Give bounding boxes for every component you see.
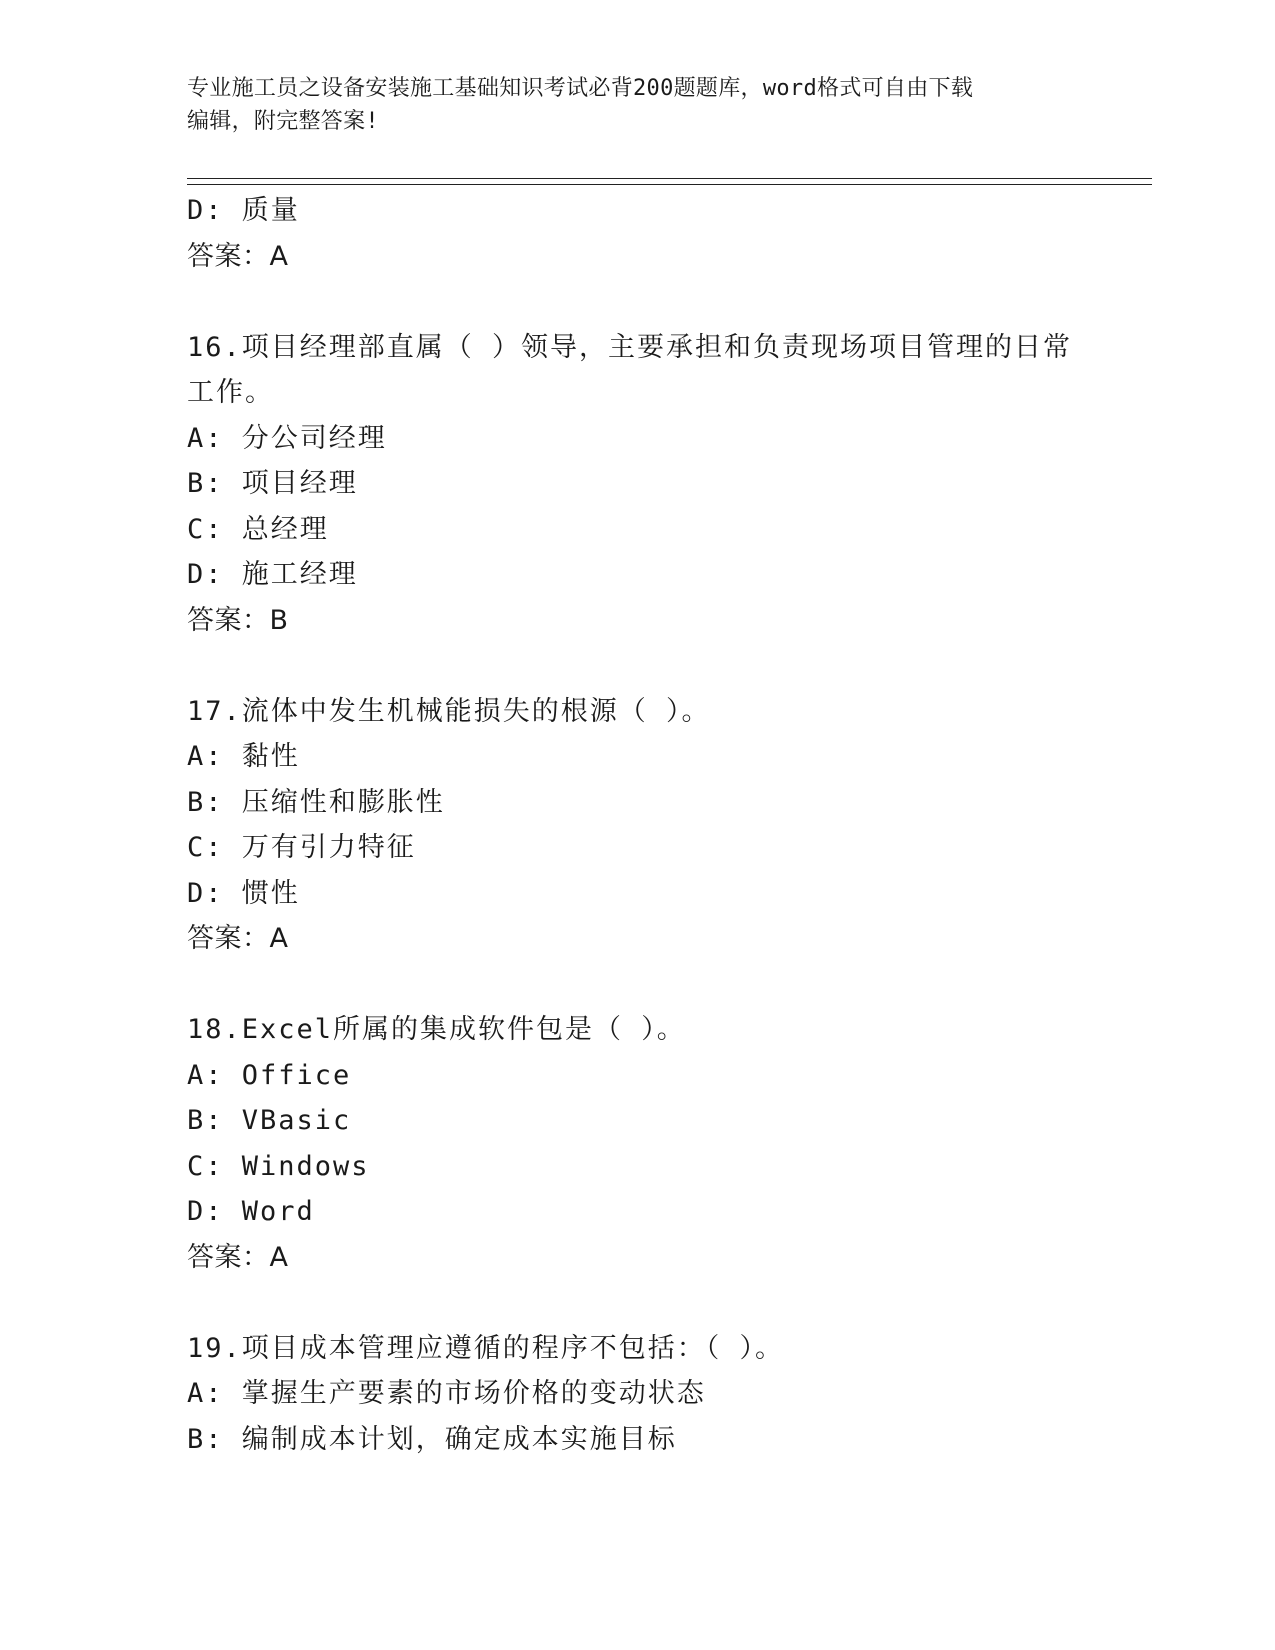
option-b: B: 压缩性和膨胀性: [187, 786, 445, 818]
question-text: 19.项目成本管理应遵循的程序不包括：（ ）。: [187, 1332, 785, 1364]
question-text: 16.项目经理部直属（ ）领导，主要承担和负责现场项目管理的日常: [187, 331, 1073, 363]
option-c: C: 万有引力特征: [187, 832, 416, 863]
question-text: 17.流体中发生机械能损失的根源（ ）。: [187, 695, 711, 727]
question-17: [187, 689, 1087, 962]
spacer: [187, 279, 1087, 325]
option-b: B: VBasic: [187, 1105, 352, 1136]
header-title-line-1: 专业施工员之设备安装施工基础知识考试必背200题题库，word格式可自由下载: [187, 76, 974, 101]
option-b: B: 编制成本计划，确定成本实施目标: [187, 1423, 677, 1455]
question-content: [187, 188, 1087, 1462]
answer-line: 答案：A: [187, 923, 289, 954]
option-d: D: 质量: [187, 195, 300, 226]
option-c: C: Windows: [187, 1150, 370, 1182]
option-a: A: 分公司经理: [187, 422, 387, 454]
spacer: [187, 643, 1087, 689]
option-a: A: 掌握生产要素的市场价格的变动状态: [187, 1378, 706, 1409]
option-d: D: 施工经理: [187, 559, 358, 590]
spacer: [187, 962, 1087, 1008]
answer-line: 答案：B: [187, 604, 289, 636]
option-b: B: 项目经理: [187, 468, 358, 499]
option-d: D: 惯性: [187, 877, 300, 909]
option-d: D: Word: [187, 1196, 315, 1227]
header-divider-bottom: [187, 184, 1152, 185]
answer-line: 答案：A: [187, 240, 289, 272]
question-18: [187, 1007, 1087, 1280]
header-divider-top: [187, 178, 1152, 179]
spacer: [187, 1280, 1087, 1326]
header-title-line-2: 编辑，附完整答案!: [187, 109, 379, 134]
option-a: A: 黏性: [187, 741, 300, 772]
option-a: A: Office: [187, 1059, 352, 1091]
question-text-continued: 工作。: [187, 377, 274, 408]
answer-line: 答案：A: [187, 1241, 289, 1273]
document-header: [187, 72, 1067, 138]
question-19: [187, 1326, 1087, 1463]
question-16: [187, 325, 1087, 644]
option-c: C: 总经理: [187, 513, 329, 545]
question-text: 18.Excel所属的集成软件包是（ ）。: [187, 1014, 686, 1045]
